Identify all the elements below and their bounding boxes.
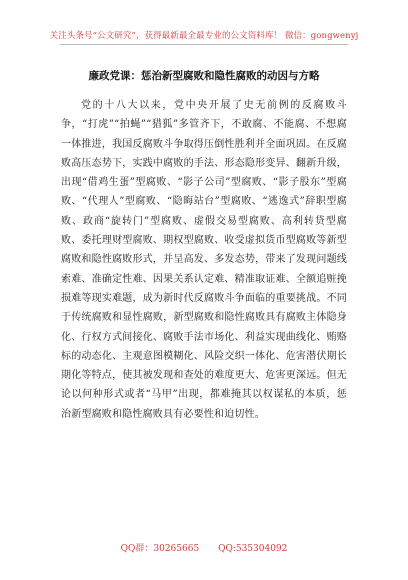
header-banner: 关注头条号“公文研究”，获得最新最全最专业的公文资料库！ 微信：gongwenyj: [49, 31, 359, 41]
footer-qq-group: QQ群：30265665: [120, 544, 200, 554]
footer-qq: QQ:535304092: [218, 544, 288, 554]
header-divider: [60, 44, 348, 45]
body-paragraph: 党的十八大以来，党中央开展了史无前例的反腐败斗争，“打虎”“拍蝇”“猎狐”多管齐下，不敢腐、不能腐、不想腐一体推进，我国反腐败斗争取得压倒性胜利并全面巩固。在反腐败高压态势下，实践中腐败的手法、形态隐形变异、翻新升级，出现“借鸡生蛋”型腐败、“影子公司”型腐败、“影子股东”型腐败、“代理人”型腐败、“隐晦站台”型腐败、“逃逸式”辞职型腐败、政商“旋转门”型腐败、虚假交易型腐败、高利转贷型腐败、委托理财型腐败、期权型腐败、收受虚拟货币型腐败等新型腐败和隐性腐败形式，并呈高发、多发态势，带来了发现问题线索难、准确定性难、因果关系认定难、精准取证难、全额追赃挽损难等现实难题，成为新时代反腐败斗争面临的重要挑战。不同于传统腐败和显性腐败，新型腐败和隐性腐败具有腐败主体隐身化、行权方式间接化、腐败手法市场化、利益实现曲线化、贿赂标的动态化、主观意图模糊化、风险交织一体化、危害潜伏期长期化等特点，使其被发现和查处的难度更大、危害更深远。但无论以何种形式或者“马甲”出现，都难掩其以权谋私的本质，惩治新型腐败和隐性腐败具有必要性和迫切性。: [61, 100, 347, 420]
footer-contact: [0, 541, 408, 554]
document-title: 廉政党课：惩治新型腐败和隐性腐败的动因与方略: [88, 70, 320, 82]
